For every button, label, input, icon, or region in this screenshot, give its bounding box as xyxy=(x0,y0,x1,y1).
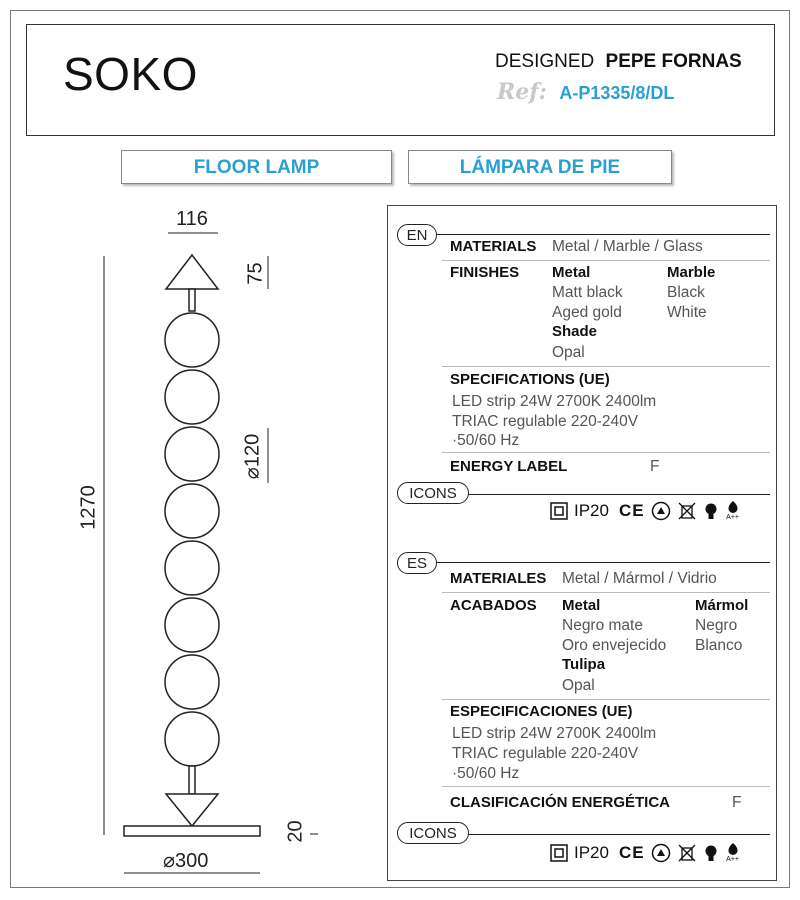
sphere-8 xyxy=(165,712,219,766)
en-icons-row xyxy=(550,500,741,521)
es-finish-oro-envejecido: Oro envejecido xyxy=(562,637,667,654)
sphere-3 xyxy=(165,427,219,481)
dim-base-diameter: ⌀300 xyxy=(163,850,209,872)
es-finish-metal: Metal xyxy=(562,597,601,614)
en-finish-marble: Marble xyxy=(667,264,716,281)
dim-top-width: 116 xyxy=(176,208,208,230)
top-stem xyxy=(189,289,195,311)
lang-badge-en: EN xyxy=(397,224,437,246)
es-icons-row xyxy=(550,842,741,863)
energy-class-icon: A++ xyxy=(725,500,741,521)
lang-badge-es: ES xyxy=(397,552,437,574)
en-finish-black: Black xyxy=(667,284,705,301)
bulb-icon xyxy=(703,843,719,863)
en-finish-metal: Metal xyxy=(552,264,591,281)
sphere-7 xyxy=(165,655,219,709)
es-finish-opal: Opal xyxy=(562,677,595,694)
top-cone xyxy=(166,255,218,289)
spec-panel xyxy=(387,205,777,881)
es-finish-marmol: Mármol xyxy=(695,597,749,614)
en-spec-line-1: LED strip 24W 2700K 2400lm xyxy=(452,393,657,410)
ip-rating: IP20 xyxy=(574,500,609,520)
recycle-icon xyxy=(651,501,671,521)
dim-sphere-diameter: ⌀120 xyxy=(241,433,264,480)
sphere-2 xyxy=(165,370,219,424)
es-materials-value: Metal / Mármol / Vidrio xyxy=(562,570,717,587)
es-finishes-label: ACABADOS xyxy=(450,597,537,614)
leaf-icon xyxy=(725,500,741,514)
es-spec-line-3: ·50/60 Hz xyxy=(452,765,520,782)
bottom-cone xyxy=(166,794,218,826)
product-title: SOKO xyxy=(63,48,198,100)
ce-mark-icon: CE xyxy=(618,842,645,862)
sphere-1 xyxy=(165,313,219,367)
icons-badge-es: ICONS xyxy=(397,822,469,844)
bulb-icon xyxy=(703,501,719,521)
dim-cone-height: 75 xyxy=(244,262,267,285)
es-spec-line-2: TRIAC regulable 220-240V xyxy=(452,745,639,762)
dim-total-height: 1270 xyxy=(77,485,100,530)
ip-rating: IP20 xyxy=(574,842,609,862)
en-specs-label: SPECIFICATIONS (UE) xyxy=(450,371,610,388)
es-finish-blanco: Blanco xyxy=(695,637,743,654)
es-finish-tulipa: Tulipa xyxy=(562,656,606,673)
en-finish-aged-gold: Aged gold xyxy=(552,304,622,321)
es-specs-label: ESPECIFICACIONES (UE) xyxy=(450,703,633,720)
es-energy-label: CLASIFICACIÓN ENERGÉTICA xyxy=(450,794,671,811)
weee-bin-icon xyxy=(677,843,697,863)
en-spec-line-3: ·50/60 Hz xyxy=(452,432,520,449)
double-insulation-icon xyxy=(550,502,568,520)
sphere-6 xyxy=(165,598,219,652)
en-finish-opal: Opal xyxy=(552,344,585,361)
es-finish-negro: Negro xyxy=(695,617,738,634)
weee-bin-icon xyxy=(677,501,697,521)
en-energy-label: ENERGY LABEL xyxy=(450,458,568,475)
en-finish-shade: Shade xyxy=(552,323,598,340)
es-materials-label: MATERIALES xyxy=(450,570,547,587)
dim-base-height: 20 xyxy=(284,820,307,843)
en-finish-white: White xyxy=(667,304,707,321)
sphere-4 xyxy=(165,484,219,538)
base-plate xyxy=(124,826,260,836)
es-energy-value: F xyxy=(732,794,742,811)
es-spec-line-1: LED strip 24W 2700K 2400lm xyxy=(452,725,657,742)
leaf-icon xyxy=(725,842,741,856)
designed-label: DESIGNED xyxy=(495,51,595,72)
energy-class-icon: A++ xyxy=(725,842,741,863)
double-insulation-icon xyxy=(550,844,568,862)
designer-name: PEPE FORNAS xyxy=(605,51,742,72)
en-materials-value: Metal / Marble / Glass xyxy=(552,238,703,255)
ce-mark-icon: CE xyxy=(618,500,645,520)
type-label-en: FLOOR LAMP xyxy=(121,150,392,184)
icons-badge-en: ICONS xyxy=(397,482,469,504)
sphere-5 xyxy=(165,541,219,595)
bottom-stem xyxy=(189,766,195,794)
en-finish-matt-black: Matt black xyxy=(552,284,623,301)
recycle-icon xyxy=(651,843,671,863)
ref-label: Ref: xyxy=(497,79,547,105)
en-energy-value: F xyxy=(650,458,660,475)
es-finish-negro-mate: Negro mate xyxy=(562,617,643,634)
en-materials-label: MATERIALS xyxy=(450,238,537,255)
en-spec-line-2: TRIAC regulable 220-240V xyxy=(452,413,639,430)
en-finishes-label: FINISHES xyxy=(450,264,520,281)
ref-code: A-P1335/8/DL xyxy=(559,83,675,103)
type-label-es: LÁMPARA DE PIE xyxy=(408,150,672,184)
